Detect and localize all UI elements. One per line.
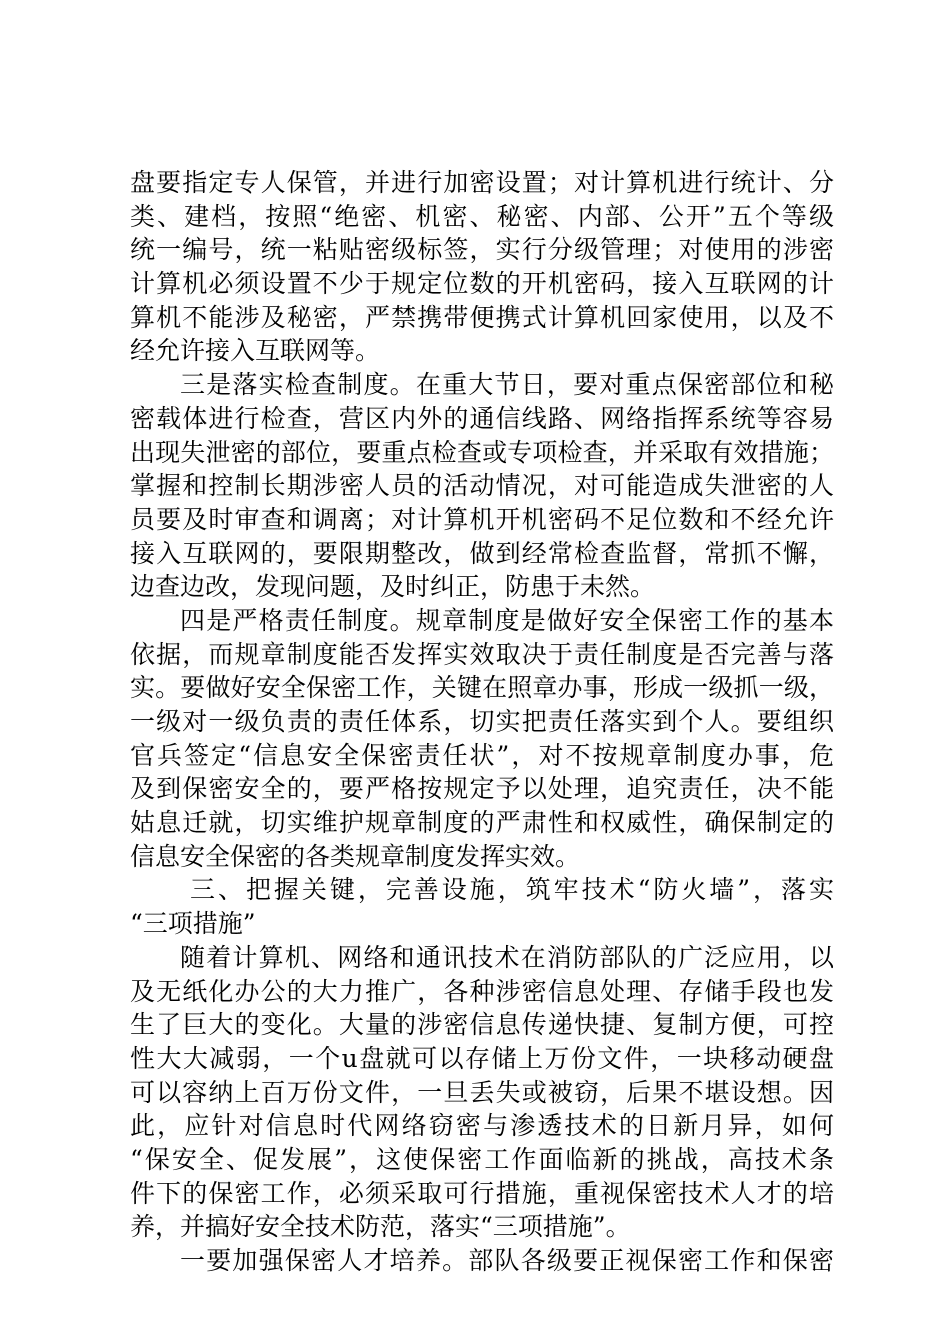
text-line: 此，应针对信息时代网络窃密与渗透技术的日新月异，如何 [130,1111,834,1141]
text-line: 统一编号，统一粘贴密级标签，实行分级管理；对使用的涉密 [130,235,834,265]
text-line: 及无纸化办公的大力推广，各种涉密信息处理、存储手段也发 [130,976,834,1006]
text-line: 盘要指定专人保管，并进行加密设置；对计算机进行统计、分 [130,168,834,197]
heading-line: 三、把握关键，完善设施，筑牢技术“防火墙”，落实 [190,875,834,905]
heading-line: “三项措施” [130,909,256,939]
text-line: 员要及时审查和调离；对计算机开机密码不足位数和不经允许 [130,504,834,534]
text-line: 计算机必须设置不少于规定位数的开机密码，接入互联网的计 [130,269,834,299]
text-line: 可以容纳上百万份文件，一旦丢失或被窃，后果不堪设想。因 [130,1077,834,1107]
document-page [130,166,834,1278]
text-line: 接入互联网的，要限期整改，做到经常检查监督，常抓不懈， [130,538,834,568]
text-line: 实。要做好安全保密工作，关键在照章办事，形成一级抓一级， [130,673,834,703]
paragraph-talent-training [130,1244,834,1278]
text-line: 类、建档，按照“绝密、机密、秘密、内部、公开”五个等级 [130,201,834,231]
text-line: 算机不能涉及秘密，严禁携带便携式计算机回家使用，以及不 [130,302,834,332]
text-line: 及到保密安全的，要严格按规定予以处理，追究责任，决不能 [130,774,834,804]
text-line: 信息安全保密的各类规章制度发挥实效。 [130,841,581,871]
text-line: 四是严格责任制度。规章制度是做好安全保密工作的基本 [180,605,834,635]
text-line: 随着计算机、网络和通讯技术在消防部队的广泛应用，以 [180,942,834,972]
text-line: 密载体进行检查，营区内外的通信线路、网络指挥系统等容易 [130,403,834,433]
text-line: “保安全、促发展”，这使保密工作面临新的挑战，高技术条 [130,1144,834,1174]
text-line: 边查边改，发现问题，及时纠正，防患于未然。 [130,572,656,602]
text-line: 生了巨大的变化。大量的涉密信息传递快捷、复制方便，可控 [130,1010,834,1040]
text-line: 三是落实检查制度。在重大节日，要对重点保密部位和秘 [180,370,834,400]
text-line: 官兵签定“信息安全保密责任状”，对不按规章制度办事，危 [130,740,834,770]
paragraph-technology-context [130,941,834,1244]
text-line: 掌握和控制长期涉密人员的活动情况，对可能造成失泄密的人 [130,471,834,501]
text-line: 姑息迁就，切实维护规章制度的严肃性和权威性，确保制定的 [130,808,834,838]
text-line: 经允许接入互联网等。 [130,336,381,366]
text-line: 件下的保密工作，必须采取可行措施，重视保密技术人才的培 [130,1178,834,1208]
text-line: 一要加强保密人才培养。部队各级要正视保密工作和保密 [180,1246,834,1275]
section-heading-three [130,873,834,940]
text-line: 养，并搞好安全技术防范，落实“三项措施”。 [130,1212,631,1242]
text-line: 出现失泄密的部位，要重点检查或专项检查，并采取有效措施； [130,437,834,467]
paragraph-inspection-system [130,368,834,604]
text-line: 依据，而规章制度能否发挥实效取决于责任制度是否完善与落 [130,639,834,669]
paragraph-responsibility-system [130,604,834,874]
paragraph-continuation [130,166,834,368]
text-line: 性大大减弱，一个u盘就可以存储上万份文件，一块移动硬盘 [130,1043,834,1073]
text-line: 一级对一级负责的责任体系，切实把责任落实到个人。要组织 [130,707,834,736]
